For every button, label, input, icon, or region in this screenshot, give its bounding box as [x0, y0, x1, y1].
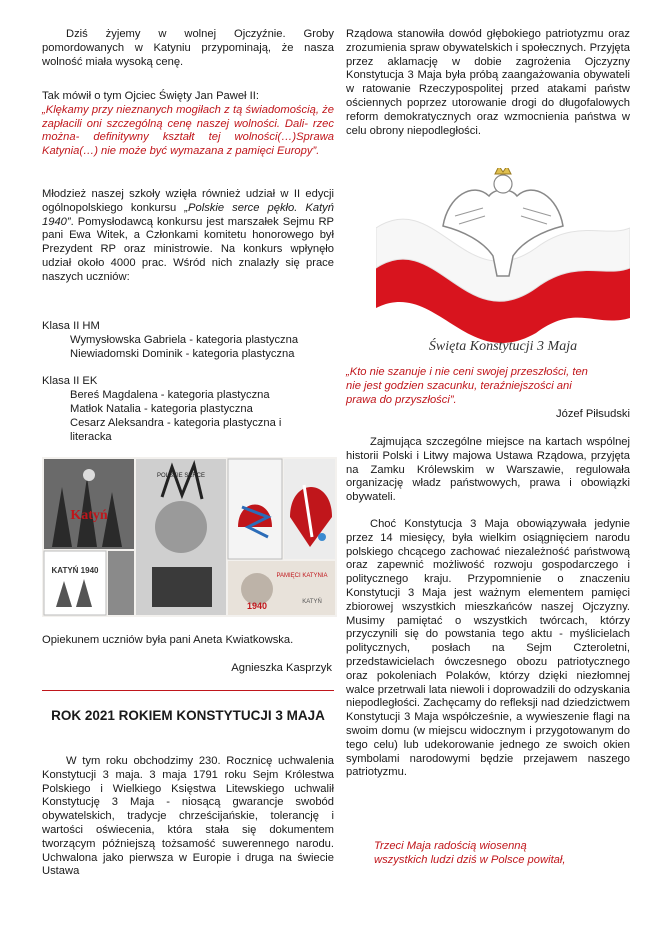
poem-line: Trzeci Maja radością wiosenną: [374, 840, 527, 852]
caretaker-text: Opiekunem uczniów była pani Aneta Kwiatkowska.: [42, 634, 294, 646]
banner-caption: Święta Konstytucji 3 Maja: [428, 339, 578, 354]
collage-word: POLSKIE SERCE: [156, 473, 206, 479]
class-ek-item: Cesarz Aleksandra - kategoria plastyczna i literacka: [70, 417, 282, 443]
class-hm-item: Niewiadomski Dominik - kategoria plastyczna: [70, 348, 295, 360]
constitution-paragraph-2: Zajmująca szczególne miejsce na kartach wspólnej historii Polski i Litwy majowa Ustawa Rządowa, przyjęta na Zamku Królewskim w Warszawie, regulowała organizację władz państwowych, prawa i obowiązki obywateli.: [346, 436, 630, 504]
collage-word: 1940: [246, 601, 268, 611]
contest-title: „Polskie serce pękło. Katyń 1940”: [42, 201, 334, 228]
collage-word: PAMIĘCI KATYNIA: [276, 573, 328, 579]
section-divider: [42, 690, 334, 691]
class-hm-label: Klasa II HM: [42, 320, 100, 332]
collage-word: Katyń: [70, 508, 108, 523]
author-signature: Agnieszka Kasprzyk: [231, 662, 332, 674]
collage-word: KATYŃ 1940: [51, 566, 99, 575]
constitution-banner: [376, 168, 630, 363]
eagle-flag-image: [376, 168, 630, 363]
pope-quote-block: [42, 90, 334, 159]
constitution-continued: Rządowa stanowiła dowód głębokiego patriotyzmu oraz zrozumienia spraw obywatelskich i społecznych. Przyjęta przez aklamację w dobie zagrożenia Ojczyzny Konstytucja 3 Maja była próbą zaangażowania obywateli w ratowanie Rzeczypospolitej przed atakami państw ościennych poprzez utorowanie drogi do długofalowych reform demokratycznych oraz wzmocnienia państwa w celu obrony niepodległości.: [346, 28, 630, 137]
collage-word: KATYŃ: [302, 599, 322, 605]
class-ek-item: Matłok Natalia - kategoria plastyczna: [70, 403, 253, 415]
pope-intro: Tak mówił o tym Ojciec Święty Jan Paweł II:: [42, 90, 259, 102]
constitution-paragraph-3: Choć Konstytucja 3 Maja obowiązywała jedynie przez 14 miesięcy, była wielkim osiągnięciem narodu polskiego chcącego zachować niezależność państwową oraz zapewnić możliwość rozwoju gospodarczego i politycznego kraju. Przypomnienie o znaczeniu Konstytucji 3 Maja jest ważnym elementem pamięci zbiorowej wszystkich mieszkańców naszej Ojczyzny. Musimy pamiętać o wszystkich twórcach, którzy przyczynili się do powstania tego aktu - myślicielach politycznych, posłach na Sejm Czteroletni, przedstawicielach ówczesnego obozu patriotycznego oraz pokoleniach Polaków, którzy dzięki niezłomnej walce przetrwali lata niewoli i doprowadzili do odzyskania niepodległości. Zachęcamy do refleksji nad dziedzictwem Konstytucji 3 Maja współcześnie, a wywieszenie flagi na swoim domu (w miejscu widocznym i przygotowanym do tego celu) lub udekorowanie jednego ze swoich okien symbolami narodowymi będzie przejawem naszego patriotyzmu.: [346, 518, 630, 779]
pope-quote: „Klękamy przy nieznanych mogiłach z tą świadomością, że zapłacili oni szczególną cenę naszej wolności. Dali- rzec można- definitywny kształt tej wolności(…)Sprawa Katynia(…) nie może być wymazana z pamięci Europy”.: [42, 103, 334, 158]
poem-line: wszystkich ludzi dziś w Polsce powitał,: [374, 854, 566, 866]
artwork-collage: [42, 457, 337, 617]
constitution-paragraph: W tym roku obchodzimy 230. Rocznicę uchwalenia Konstytucji 3 maja. 3 maja 1791 roku Sejm Królestwa Polskiego i Wielkiego Księstwa Litewskiego uchwalił Konstytucję 3 Maja - niosącą gwarancje swobód obywatelskich, tradycje chrześcijańskie, tolerancję i wartości oświecenia, która stała się dokumentem tworzącym późniejszą tożsamość suwerennego narodu. Uchwalona jako pierwsza w Europie i druga na świecie Ustawa: [42, 755, 334, 878]
section-heading: ROK 2021 ROKIEM KONSTYTUCJI 3 MAJA: [51, 708, 325, 723]
pilsudski-quote: „Kto nie szanuje i nie ceni swojej przeszłości, ten nie jest godzien szacunku, teraźniejszości ani prawa do przyszłości”.: [346, 366, 588, 406]
contest-paragraph: [42, 188, 334, 285]
class-ek-item: Bereś Magdalena - kategoria plastyczna: [70, 389, 270, 401]
paragraph-katyn-intro: Dziś żyjemy w wolnej Ojczyźnie. Groby pomordowanych w Katyniu przypominają, że nasza wolność miała wysoką cenę.: [42, 28, 334, 68]
class-ek-label: Klasa II EK: [42, 375, 98, 387]
quote-author: Józef Piłsudski: [556, 408, 630, 420]
class-hm-item: Wymysłowska Gabriela - kategoria plastyczna: [70, 334, 299, 346]
contest-text-b: . Pomysłodawcą konkursu jest marszałek Sejmu RP pani Ewa Witek, a Członkami komitetu honorowego był Prezydent RP oraz ministrowie. Na konkurs wpłynęło udział około 4000 prac. Wśród nich znalazły się prace naszych uczniów:: [42, 215, 334, 283]
contest-text-a: Młodzież naszej szkoły wzięła również udział w II edycji ogólnopolskiego konkursu: [42, 188, 334, 214]
artwork-collage-image: [42, 457, 337, 617]
